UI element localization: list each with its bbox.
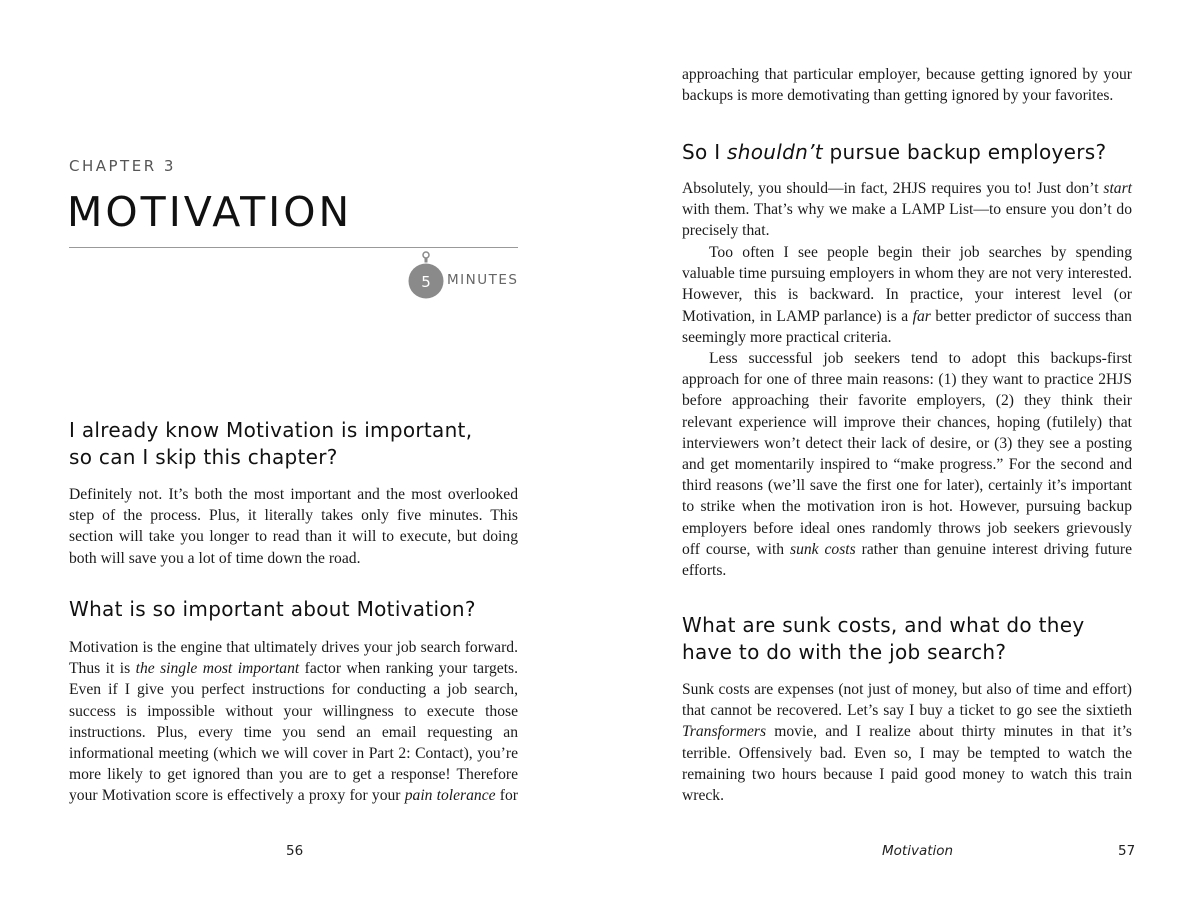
heading-line: so can I skip this chapter? xyxy=(69,445,338,469)
text-run: Absolutely, you should—in fact, 2HJS requires you to! Just don’t xyxy=(682,180,1104,197)
text-run: with them. That’s why we make a LAMP List—to ensure you don’t do precisely that. xyxy=(682,201,1132,240)
emphasis: start xyxy=(1103,180,1132,197)
section-heading-backup-employers xyxy=(682,139,1106,166)
text-run: Too often I see people begin their job searches by spending valuable time pursuing employers in whom they are not very interested. However, this is backward. In practice, your interest level (or Motivation, in LAMP parlance) is a xyxy=(682,244,1132,325)
emphasis: the single most important xyxy=(135,660,300,678)
timer-label: MINUTES xyxy=(447,272,519,288)
stopwatch-icon xyxy=(406,250,446,300)
heading-line: What are sunk costs, and what do they xyxy=(682,613,1085,637)
right-page xyxy=(600,0,1200,900)
running-head: Motivation xyxy=(882,843,954,859)
text-run: better predictor of success than seemingly more practical criteria. xyxy=(682,307,1132,346)
paragraph: Definitely not. It’s both the most important and the most overlooked step of the process. Plus, it literally takes only five minutes. This section will take you longer to read than it will to execute, but doing both will save you a lot of time down the road. xyxy=(69,486,518,567)
text-run: pursue backup employers? xyxy=(822,140,1107,164)
heading-line: I already know Motivation is important, xyxy=(69,418,473,442)
paragraph xyxy=(682,242,1132,348)
page-number: 56 xyxy=(286,843,304,859)
title-rule xyxy=(69,247,518,248)
section-heading-importance: What is so important about Motivation? xyxy=(69,597,476,621)
emphasis: Transformers xyxy=(682,723,767,741)
emphasis: pain tolerance xyxy=(404,787,496,805)
continuation-paragraph: approaching that particular employer, because getting ignored by your backups is more demotivating than getting ignored by your favorites. xyxy=(682,66,1132,105)
text-run: Sunk costs are expenses (not just of money, but also of time and effort) that cannot be recovered. Let’s say I buy a ticket to go see the sixtieth xyxy=(682,681,1132,720)
paragraph xyxy=(682,178,1132,242)
text-run: factor when ranking your targets. Even if I give you perfect instructions for conducting a job search, success is impossible without your willingness to execute those instructions. Plus, every time you send an email requesting an informational meeting (which we will cover in Part 2: Contact), you’re more likely to get ignored than you are to get a response! Therefore your Motivation score is effectively a proxy for your xyxy=(69,660,519,805)
text-run: movie, and I realize about thirty minutes in that it’s terrible. Offensively bad. Even so, I may be tempted to watch the remaining two hours because I paid good money to watch this train wreck. xyxy=(682,723,1132,805)
text-run: Motivation is the engine that ultimately drives your job search forward. Thus it is xyxy=(69,639,518,678)
text-run: So I xyxy=(682,140,728,164)
emphasis: sunk costs xyxy=(790,540,856,558)
chapter-title: MOTIVATION xyxy=(67,188,353,236)
heading-line: have to do with the job search? xyxy=(682,640,1007,664)
paragraph xyxy=(682,679,1132,806)
emphasis: far xyxy=(912,307,931,325)
text-run: for xyxy=(495,787,518,805)
emphasis: shouldn’t xyxy=(727,140,823,164)
page-number: 57 xyxy=(1118,843,1136,859)
text-run: Less successful job seekers tend to adopt this backups-first approach for one of three main reasons: (1) they want to practice 2HJS before approaching their favorite employers, (2) they think their relevant experience will improve their chances, hoping (futilely) that interviewers won’t detect their lack of desire, or (3) they see a posting and get momentarily inspired to “make progress.” For the second and third reasons (we’ll save the first one for later), certainly it’s important to strike when the motivation iron is hot. However, pursuing backup employers before ideal ones randomly throws job seekers grievously off course, with xyxy=(682,350,1132,558)
paragraph xyxy=(69,637,518,807)
chapter-label: CHAPTER 3 xyxy=(69,157,176,175)
section-heading-skip-chapter xyxy=(69,417,472,471)
text-run: rather than genuine interest driving future efforts. xyxy=(682,540,1132,580)
section-heading-sunk-costs xyxy=(682,612,1084,666)
timer-number: 5 xyxy=(421,273,431,291)
paragraph xyxy=(682,348,1132,581)
